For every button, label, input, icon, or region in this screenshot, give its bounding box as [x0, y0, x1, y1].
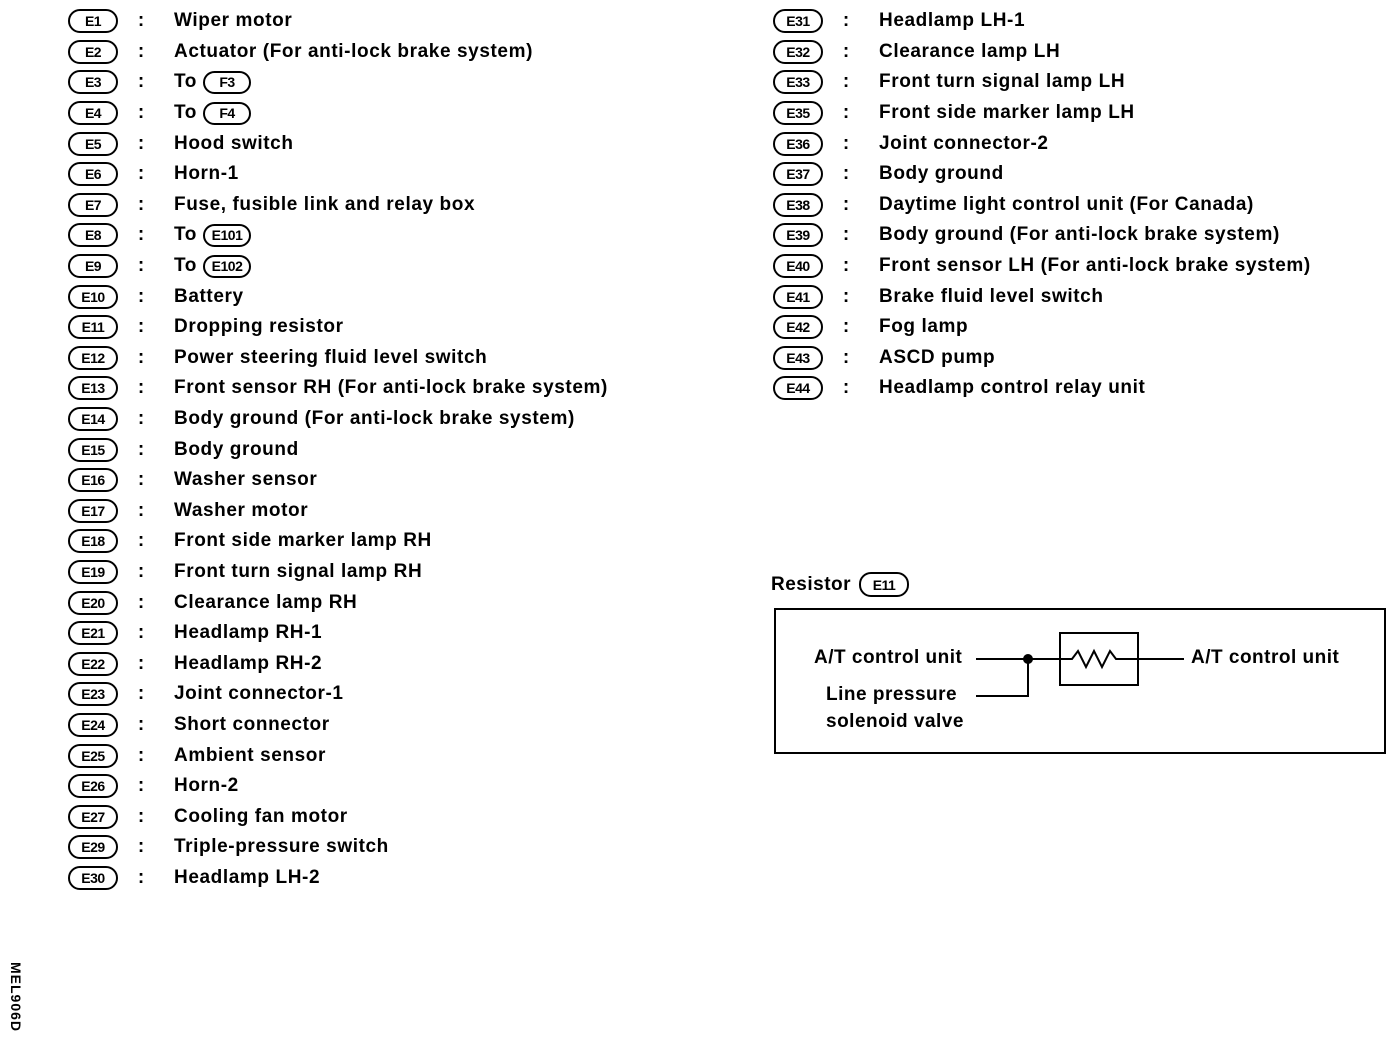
- connector-badge: E41: [773, 285, 823, 309]
- separator: :: [137, 132, 145, 154]
- separator: :: [137, 224, 145, 246]
- connector-description: [879, 255, 1311, 277]
- connector-badge: E38: [773, 193, 823, 217]
- description-text: Body ground (For anti-lock brake system): [879, 224, 1280, 246]
- description-text: To: [174, 102, 198, 124]
- description-text: Dropping resistor: [174, 316, 344, 338]
- separator: :: [137, 438, 145, 460]
- resistor-symbol: [1060, 651, 1138, 667]
- connector-badge: E32: [773, 40, 823, 64]
- list-item: [68, 496, 608, 527]
- connector-description: [174, 316, 344, 338]
- connector-description: [174, 377, 608, 399]
- description-text: Body ground (For anti-lock brake system): [174, 408, 575, 430]
- connector-badge: E21: [68, 621, 118, 645]
- list-item: [68, 220, 608, 251]
- connector-badge: E44: [773, 376, 823, 400]
- wire-solenoid: [976, 659, 1028, 696]
- description-text: Battery: [174, 285, 244, 307]
- separator: :: [842, 163, 850, 185]
- connector-badge: E43: [773, 346, 823, 370]
- separator: :: [137, 163, 145, 185]
- separator: :: [842, 71, 850, 93]
- connector-description: [174, 10, 292, 32]
- separator: :: [137, 530, 145, 552]
- connector-description: [174, 71, 251, 94]
- description-text: Ambient sensor: [174, 744, 326, 766]
- separator: :: [137, 805, 145, 827]
- connector-badge: E23: [68, 682, 118, 706]
- connector-badge: E40: [773, 254, 823, 278]
- description-text: Front turn signal lamp RH: [174, 560, 423, 582]
- list-item: [68, 648, 608, 679]
- connector-badge: E30: [68, 866, 118, 890]
- separator: :: [842, 132, 850, 154]
- list-item: [68, 251, 608, 282]
- solenoid-label-line1: Line pressure: [826, 684, 958, 705]
- connector-badge: E9: [68, 254, 118, 278]
- description-text: Front turn signal lamp LH: [879, 71, 1126, 93]
- list-item: [68, 863, 608, 894]
- reference-connector-badge: E101: [203, 224, 251, 247]
- connector-description: [879, 163, 1004, 185]
- description-text: Joint connector-1: [174, 683, 344, 705]
- separator: :: [137, 346, 145, 368]
- solenoid-label-line2: solenoid valve: [826, 711, 964, 732]
- connector-description: [174, 714, 330, 736]
- separator: :: [137, 71, 145, 93]
- separator: :: [137, 102, 145, 124]
- connector-badge: E27: [68, 805, 118, 829]
- connector-badge: E11: [859, 572, 909, 597]
- connector-badge: E7: [68, 193, 118, 217]
- list-item: [68, 526, 608, 557]
- separator: :: [137, 866, 145, 888]
- separator: :: [842, 102, 850, 124]
- connector-description: [174, 775, 239, 797]
- list-item: [773, 159, 1311, 190]
- separator: :: [137, 622, 145, 644]
- connector-description: [174, 745, 326, 767]
- connector-description: [879, 224, 1280, 246]
- list-item: [68, 618, 608, 649]
- description-text: Joint connector-2: [879, 132, 1049, 154]
- list-item: [68, 587, 608, 618]
- list-item: [773, 373, 1311, 404]
- connector-description: [174, 500, 308, 522]
- connector-description: [879, 347, 995, 369]
- description-text: Washer motor: [174, 499, 309, 521]
- list-item: [773, 98, 1311, 129]
- connector-badge: E25: [68, 744, 118, 768]
- list-item: [68, 67, 608, 98]
- description-text: Brake fluid level switch: [879, 285, 1104, 307]
- list-item: [773, 128, 1311, 159]
- list-item: [68, 557, 608, 588]
- connector-badge: E13: [68, 376, 118, 400]
- description-text: Actuator (For anti-lock brake system): [174, 40, 534, 62]
- separator: :: [137, 744, 145, 766]
- separator: :: [842, 316, 850, 338]
- connector-badge: E1: [68, 9, 118, 33]
- separator: :: [137, 683, 145, 705]
- separator: :: [137, 713, 145, 735]
- connector-description: [174, 683, 344, 705]
- connector-description: [879, 377, 1145, 399]
- description-text: Fog lamp: [879, 316, 969, 338]
- connector-badge: E29: [68, 835, 118, 859]
- connector-description: [174, 102, 251, 125]
- list-item: [773, 67, 1311, 98]
- connector-description: [174, 408, 575, 430]
- connector-description: [879, 286, 1104, 308]
- connector-description: [879, 41, 1060, 63]
- connector-badge: E19: [68, 560, 118, 584]
- list-item: [68, 159, 608, 190]
- separator: :: [137, 836, 145, 858]
- separator: :: [137, 285, 145, 307]
- connector-badge: E16: [68, 468, 118, 492]
- connector-badge: E6: [68, 162, 118, 186]
- connector-description: [174, 653, 322, 675]
- list-item: [68, 281, 608, 312]
- connector-description: [174, 561, 422, 583]
- list-item: [68, 710, 608, 741]
- connector-badge: E24: [68, 713, 118, 737]
- list-item: [68, 404, 608, 435]
- separator: :: [137, 652, 145, 674]
- connector-description: [174, 255, 251, 278]
- right-label: A/T control unit: [1191, 647, 1340, 668]
- connector-badge: E37: [773, 162, 823, 186]
- separator: :: [137, 10, 145, 32]
- list-item: [773, 281, 1311, 312]
- connector-description: [879, 194, 1254, 216]
- separator: :: [842, 40, 850, 62]
- description-text: Wiper motor: [174, 10, 293, 32]
- separator: :: [842, 346, 850, 368]
- separator: :: [842, 285, 850, 307]
- left-label: A/T control unit: [814, 647, 963, 668]
- separator: :: [842, 255, 850, 277]
- list-item: [68, 832, 608, 863]
- description-text: Headlamp LH-1: [879, 10, 1026, 32]
- description-text: Daytime light control unit (For Canada): [879, 193, 1254, 215]
- connector-badge: E36: [773, 132, 823, 156]
- description-text: Headlamp RH-2: [174, 652, 323, 674]
- list-item: [773, 251, 1311, 282]
- list-item: [68, 312, 608, 343]
- list-item: [773, 37, 1311, 68]
- reference-connector-badge: E102: [203, 255, 251, 278]
- description-text: Front side marker lamp LH: [879, 102, 1135, 124]
- connector-description: [879, 10, 1025, 32]
- description-text: Fuse, fusible link and relay box: [174, 193, 476, 215]
- connector-badge: E3: [68, 70, 118, 94]
- separator: :: [137, 316, 145, 338]
- resistor-title: [771, 572, 909, 597]
- left-connector-list: [68, 6, 608, 893]
- description-text: Horn-2: [174, 775, 239, 797]
- description-text: To: [174, 224, 198, 246]
- connector-badge: E4: [68, 101, 118, 125]
- list-item: [773, 220, 1311, 251]
- list-item: [68, 98, 608, 129]
- connector-description: [174, 347, 487, 369]
- connector-badge: E20: [68, 591, 118, 615]
- list-item: [68, 190, 608, 221]
- connector-badge: E22: [68, 652, 118, 676]
- connector-badge: E11: [68, 315, 118, 339]
- description-text: Headlamp RH-1: [174, 622, 323, 644]
- connector-description: [174, 41, 533, 63]
- connector-badge: E39: [773, 223, 823, 247]
- description-text: Headlamp control relay unit: [879, 377, 1146, 399]
- connector-description: [174, 469, 317, 491]
- connector-description: [879, 71, 1125, 93]
- connector-badge: E42: [773, 315, 823, 339]
- description-text: To: [174, 71, 198, 93]
- right-connector-list: [773, 6, 1311, 404]
- list-item: [68, 37, 608, 68]
- connector-badge: E10: [68, 285, 118, 309]
- connector-description: [174, 163, 239, 185]
- list-item: [68, 771, 608, 802]
- description-text: Body ground: [174, 438, 299, 460]
- list-item: [68, 465, 608, 496]
- description-text: Front side marker lamp RH: [174, 530, 432, 552]
- description-text: Front sensor RH (For anti-lock brake system): [174, 377, 608, 399]
- separator: :: [137, 377, 145, 399]
- connector-description: [174, 224, 251, 247]
- description-text: Headlamp LH-2: [174, 866, 321, 888]
- list-item: [68, 373, 608, 404]
- connector-badge: E14: [68, 407, 118, 431]
- connector-description: [174, 530, 432, 552]
- connector-badge: E12: [68, 346, 118, 370]
- description-text: Clearance lamp LH: [879, 40, 1061, 62]
- connector-badge: E26: [68, 774, 118, 798]
- reference-connector-badge: F3: [203, 71, 251, 94]
- separator: :: [137, 469, 145, 491]
- separator: :: [137, 40, 145, 62]
- connector-description: [174, 194, 475, 216]
- separator: :: [842, 10, 850, 32]
- list-item: [68, 434, 608, 465]
- connector-badge: E5: [68, 132, 118, 156]
- separator: :: [137, 408, 145, 430]
- separator: :: [137, 193, 145, 215]
- separator: :: [137, 255, 145, 277]
- connector-description: [174, 439, 299, 461]
- list-item: [773, 190, 1311, 221]
- description-text: Horn-1: [174, 163, 239, 185]
- separator: :: [137, 499, 145, 521]
- connector-badge: E2: [68, 40, 118, 64]
- list-item: [773, 343, 1311, 374]
- resistor-title-text: Resistor: [771, 573, 852, 595]
- separator: :: [842, 224, 850, 246]
- reference-connector-badge: F4: [203, 102, 251, 125]
- connector-description: [174, 592, 357, 614]
- connector-description: [174, 867, 320, 889]
- connector-description: [174, 806, 348, 828]
- list-item: [68, 740, 608, 771]
- description-text: Body ground: [879, 163, 1004, 185]
- list-item: [68, 801, 608, 832]
- list-item: [68, 343, 608, 374]
- separator: :: [842, 193, 850, 215]
- description-text: Clearance lamp RH: [174, 591, 358, 613]
- description-text: To: [174, 255, 198, 277]
- resistor-schematic: [776, 610, 1388, 756]
- connector-badge: E33: [773, 70, 823, 94]
- description-text: ASCD pump: [879, 346, 996, 368]
- connector-description: [879, 133, 1049, 155]
- connector-description: [879, 316, 968, 338]
- connector-badge: E35: [773, 101, 823, 125]
- connector-badge: E31: [773, 9, 823, 33]
- connector-badge: E15: [68, 438, 118, 462]
- description-text: Hood switch: [174, 132, 294, 154]
- separator: :: [842, 377, 850, 399]
- list-item: [773, 312, 1311, 343]
- description-text: Power steering fluid level switch: [174, 346, 488, 368]
- document-code: MEL906D: [8, 962, 24, 1033]
- connector-badge: E18: [68, 529, 118, 553]
- description-text: Cooling fan motor: [174, 805, 348, 827]
- connector-description: [879, 102, 1135, 124]
- connector-description: [174, 836, 389, 858]
- separator: :: [137, 560, 145, 582]
- separator: :: [137, 775, 145, 797]
- separator: :: [137, 591, 145, 613]
- description-text: Short connector: [174, 713, 330, 735]
- list-item: [773, 6, 1311, 37]
- description-text: Triple-pressure switch: [174, 836, 389, 858]
- connector-badge: E8: [68, 223, 118, 247]
- connector-description: [174, 286, 244, 308]
- list-item: [68, 128, 608, 159]
- resistor-diagram: [774, 608, 1386, 754]
- connector-badge: E17: [68, 499, 118, 523]
- list-item: [68, 6, 608, 37]
- list-item: [68, 679, 608, 710]
- connector-description: [174, 622, 322, 644]
- connector-description: [174, 133, 294, 155]
- description-text: Front sensor LH (For anti-lock brake system): [879, 255, 1311, 277]
- description-text: Washer sensor: [174, 469, 318, 491]
